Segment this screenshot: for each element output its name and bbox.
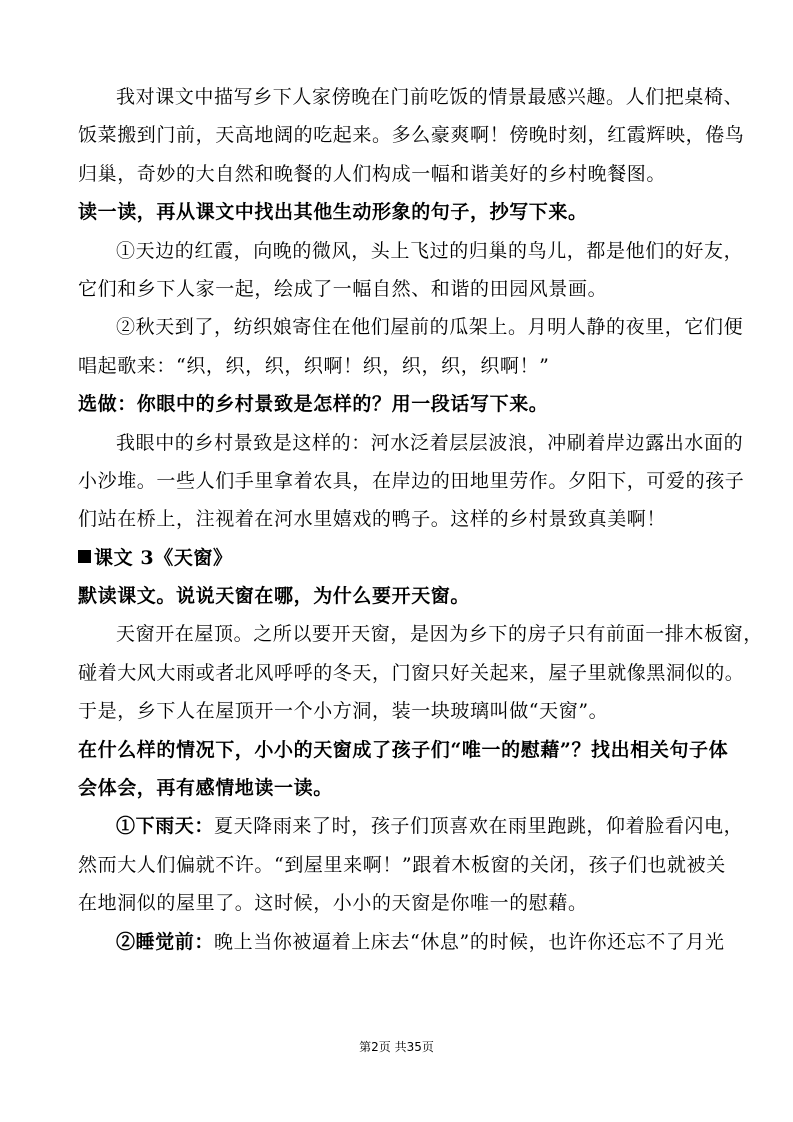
paragraph-line: 饭菜搬到门前，天高地阔的吃起来。多么豪爽啊！傍晚时刻，红霞辉映，倦鸟 (78, 124, 745, 147)
paragraph-line: 归巢，奇妙的大自然和晚餐的人们构成一幅和谐美好的乡村晚餐图。 (78, 162, 667, 185)
page-footer: 第2页 共35页 (359, 1040, 434, 1054)
question-heading: 会体会，再有感情地读一读。 (78, 777, 333, 800)
section-title-text: 课文 3《天窗》 (94, 546, 233, 569)
section-title (78, 539, 718, 577)
black-square-icon (78, 550, 91, 563)
answer-line: 唱起歌来：“织，织，织，织啊！织，织，织，织啊！” (78, 354, 550, 377)
question-heading: 默读课文。说说天窗在哪，为什么要开天窗。 (78, 585, 471, 608)
answer-label: ②睡觉前： (116, 930, 215, 953)
answer-line: 它们和乡下人家一起，绘成了一幅自然、和谐的田园风景画。 (78, 277, 608, 300)
answer-line: 于是，乡下人在屋顶开一个小方洞，装一块玻璃叫做“天窗”。 (78, 700, 609, 723)
paragraph-line: 我对课文中描写乡下人家傍晚在门前吃饭的情景最感兴趣。人们把桌椅、 (116, 86, 744, 108)
answer-line: 在地洞似的屋里了。这时候，小小的天窗是你唯一的慰藉。 (78, 892, 588, 915)
answer-line: 们站在桥上，注视着在河水里嬉戏的鸭子。这样的乡村景致真美啊！ (78, 508, 667, 531)
answer-line: 天窗开在屋顶。之所以要开天窗，是因为乡下的房子只有前面一排木板窗， (116, 623, 763, 646)
answer-line: 碰着大风大雨或者北风呼呼的冬天，门窗只好关起来，屋子里就像黑洞似的。 (78, 661, 745, 684)
document-body (78, 78, 763, 961)
question-heading: 在什么样的情况下，小小的天窗成了孩子们“唯一的慰藉”？找出相关句子体 (78, 738, 729, 761)
answer-text: 夏天降雨来了时，孩子们顶喜欢在雨里跑跳，仰着脸看闪电， (214, 815, 744, 838)
answer-line: ②秋天到了，纺织娘寄住在他们屋前的瓜架上。月明人静的夜里，它们便 (116, 316, 744, 339)
answer-line (78, 923, 725, 961)
answer-line: 我眼中的乡村景致是这样的：河水泛着层层波浪，冲刷着岸边露出水面的 (116, 431, 744, 454)
answer-line: 小沙堆。一些人们手里拿着农具，在岸边的田地里劳作。夕阳下，可爱的孩子 (78, 469, 745, 492)
question-heading: 读一读，再从课文中找出其他生动形象的句子，抄写下来。 (78, 201, 588, 224)
answer-line: ①天边的红霞，向晚的微风，头上飞过的归巢的鸟儿，都是他们的好友， (116, 239, 744, 262)
answer-label: ①下雨天： (116, 815, 215, 838)
answer-line (78, 807, 744, 845)
question-heading: 选做：你眼中的乡村景致是怎样的？用一段话写下来。 (78, 393, 549, 416)
answer-text: 晚上当你被逼着上床去“休息”的时候，也许你还忘不了月光 (214, 930, 725, 953)
answer-line: 然而大人们偏就不许。“到屋里来啊！”跟着木板窗的关闭，孩子们也就被关 (78, 853, 726, 876)
